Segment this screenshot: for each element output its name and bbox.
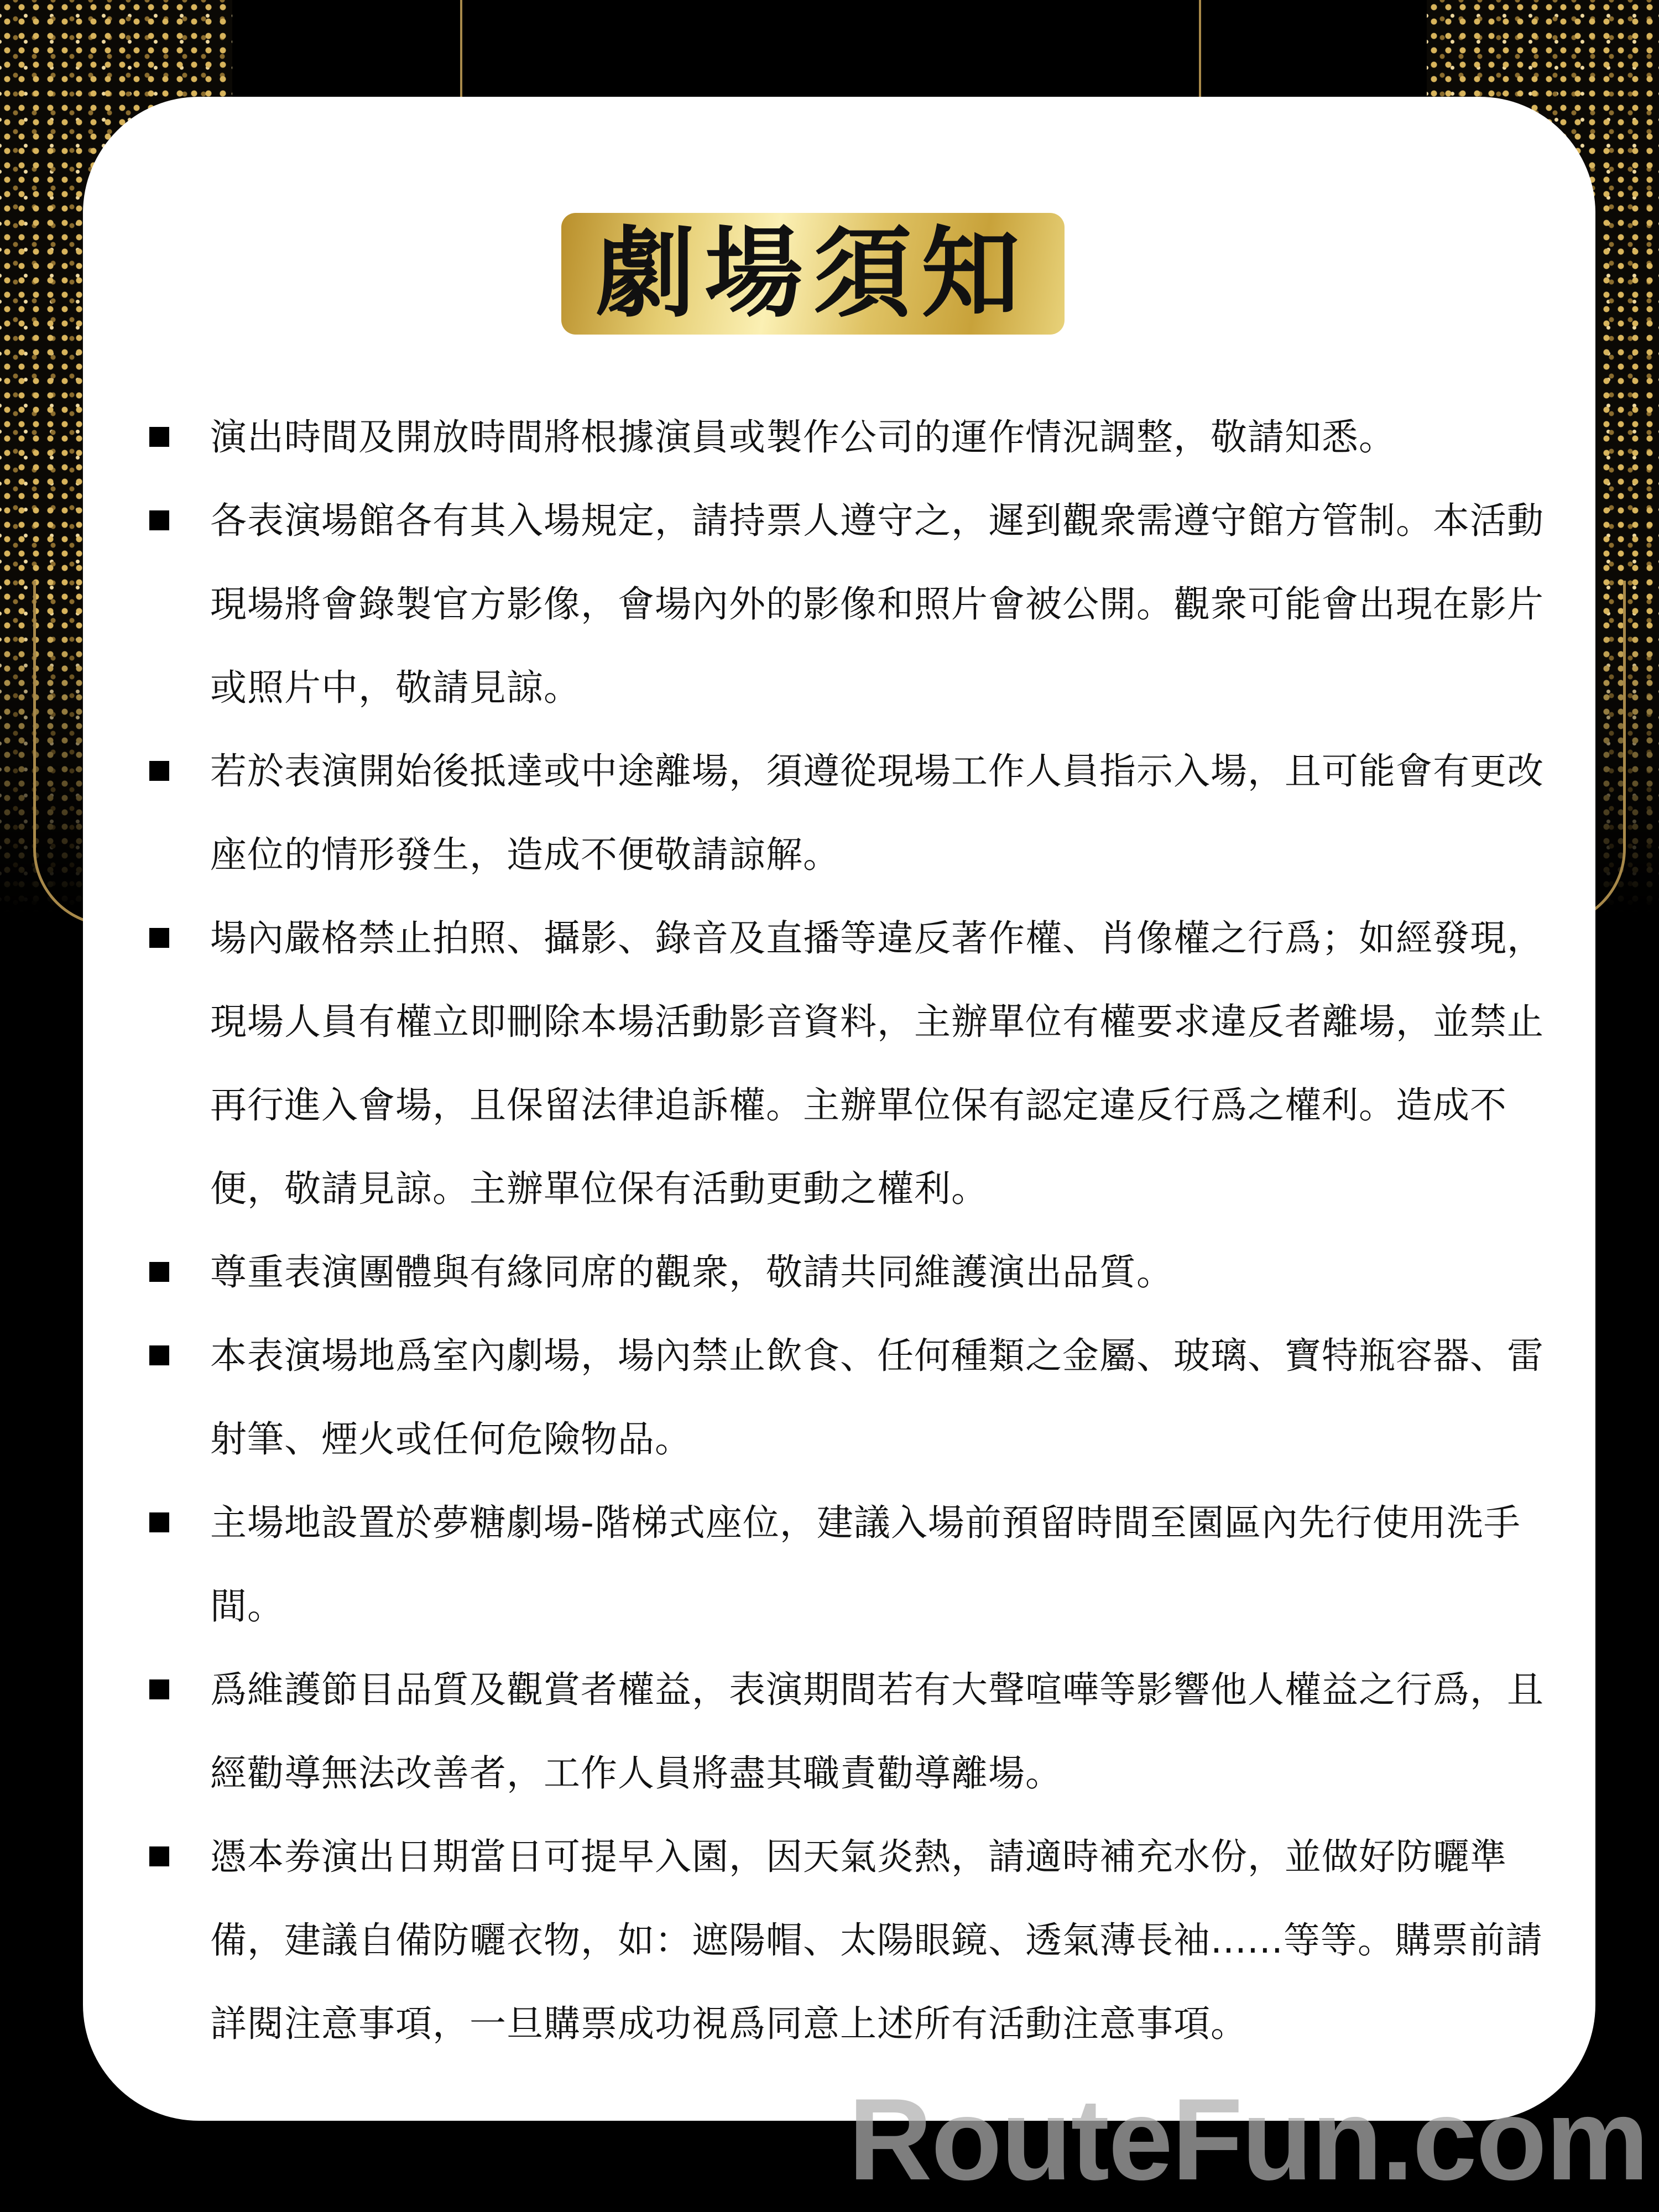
- bullet-square-icon: [149, 427, 169, 447]
- notice-text: 憑本劵演出日期當日可提早入園，因天氣炎熱，請適時補充水份，並做好防曬準備，建議自備防曬衣物，如：遮陽帽、太陽眼鏡、透氣薄長袖......等等。購票前請詳閱注意事項，一旦購票成功視爲同意上述所有活動注意事項。: [210, 1835, 1543, 2045]
- page-title: 劇場須知: [596, 216, 1030, 331]
- bullet-square-icon: [149, 761, 169, 781]
- notice-item: [144, 1815, 1576, 2065]
- routefun-watermark: RouteFun.com: [848, 2074, 1648, 2204]
- notice-text: 演出時間及開放時間將根據演員或製作公司的運作情況調整，敬請知悉。: [210, 416, 1396, 458]
- bullet-square-icon: [149, 1846, 169, 1866]
- notice-list: [144, 395, 1576, 2065]
- notice-text: 本表演場地爲室內劇場，場內禁止飲食、任何種類之金屬、玻璃、寶特瓶容器、雷射筆、煙火或任何危險物品。: [210, 1334, 1544, 1460]
- notice-text: 各表演場館各有其入場規定，請持票人遵守之，遲到觀衆需遵守館方管制。本活動現場將會錄製官方影像，會場內外的影像和照片會被公開。觀衆可能會出現在影片或照片中，敬請見諒。: [210, 499, 1544, 709]
- notice-item: [144, 1230, 1576, 1314]
- bullet-square-icon: [149, 1262, 169, 1282]
- bullet-square-icon: [149, 1512, 169, 1532]
- notice-item: [144, 729, 1576, 896]
- notice-item: [144, 395, 1576, 479]
- gold-line-right: [1199, 0, 1201, 111]
- bullet-square-icon: [149, 1679, 169, 1699]
- notice-text: 爲維護節目品質及觀賞者權益，表演期間若有大聲喧嘩等影響他人權益之行爲，且經勸導無法改善者，工作人員將盡其職責勸導離場。: [210, 1668, 1544, 1794]
- notice-item: [144, 1648, 1576, 1815]
- notice-card: [83, 97, 1595, 2121]
- notice-item: [144, 479, 1576, 729]
- notice-text: 若於表演開始後抵達或中途離場，須遵從現場工作人員指示入場，且可能會有更改座位的情形發生，造成不便敬請諒解。: [210, 750, 1544, 876]
- title-banner: [561, 213, 1065, 335]
- notice-text: 場內嚴格禁止拍照、攝影、錄音及直播等違反著作權、肖像權之行爲；如經發現，現場人員有權立即刪除本場活動影音資料，主辦單位有權要求違反者離場，並禁止再行進入會場，且保留法律追訴權。主辦單位保有認定違反行爲之權利。造成不便，敬請見諒。主辦單位保有活動更動之權利。: [210, 917, 1544, 1210]
- notice-text: 尊重表演團體與有緣同席的觀衆，敬請共同維護演出品質。: [210, 1251, 1173, 1293]
- notice-item: [144, 1314, 1576, 1481]
- bullet-square-icon: [149, 510, 169, 530]
- bullet-square-icon: [149, 928, 169, 948]
- notice-text: 主場地設置於夢糖劇場-階梯式座位，建議入場前預留時間至園區內先行使用洗手間。: [210, 1501, 1521, 1627]
- bullet-square-icon: [149, 1345, 169, 1365]
- gold-line-left: [460, 0, 462, 111]
- notice-item: [144, 1481, 1576, 1648]
- notice-item: [144, 896, 1576, 1230]
